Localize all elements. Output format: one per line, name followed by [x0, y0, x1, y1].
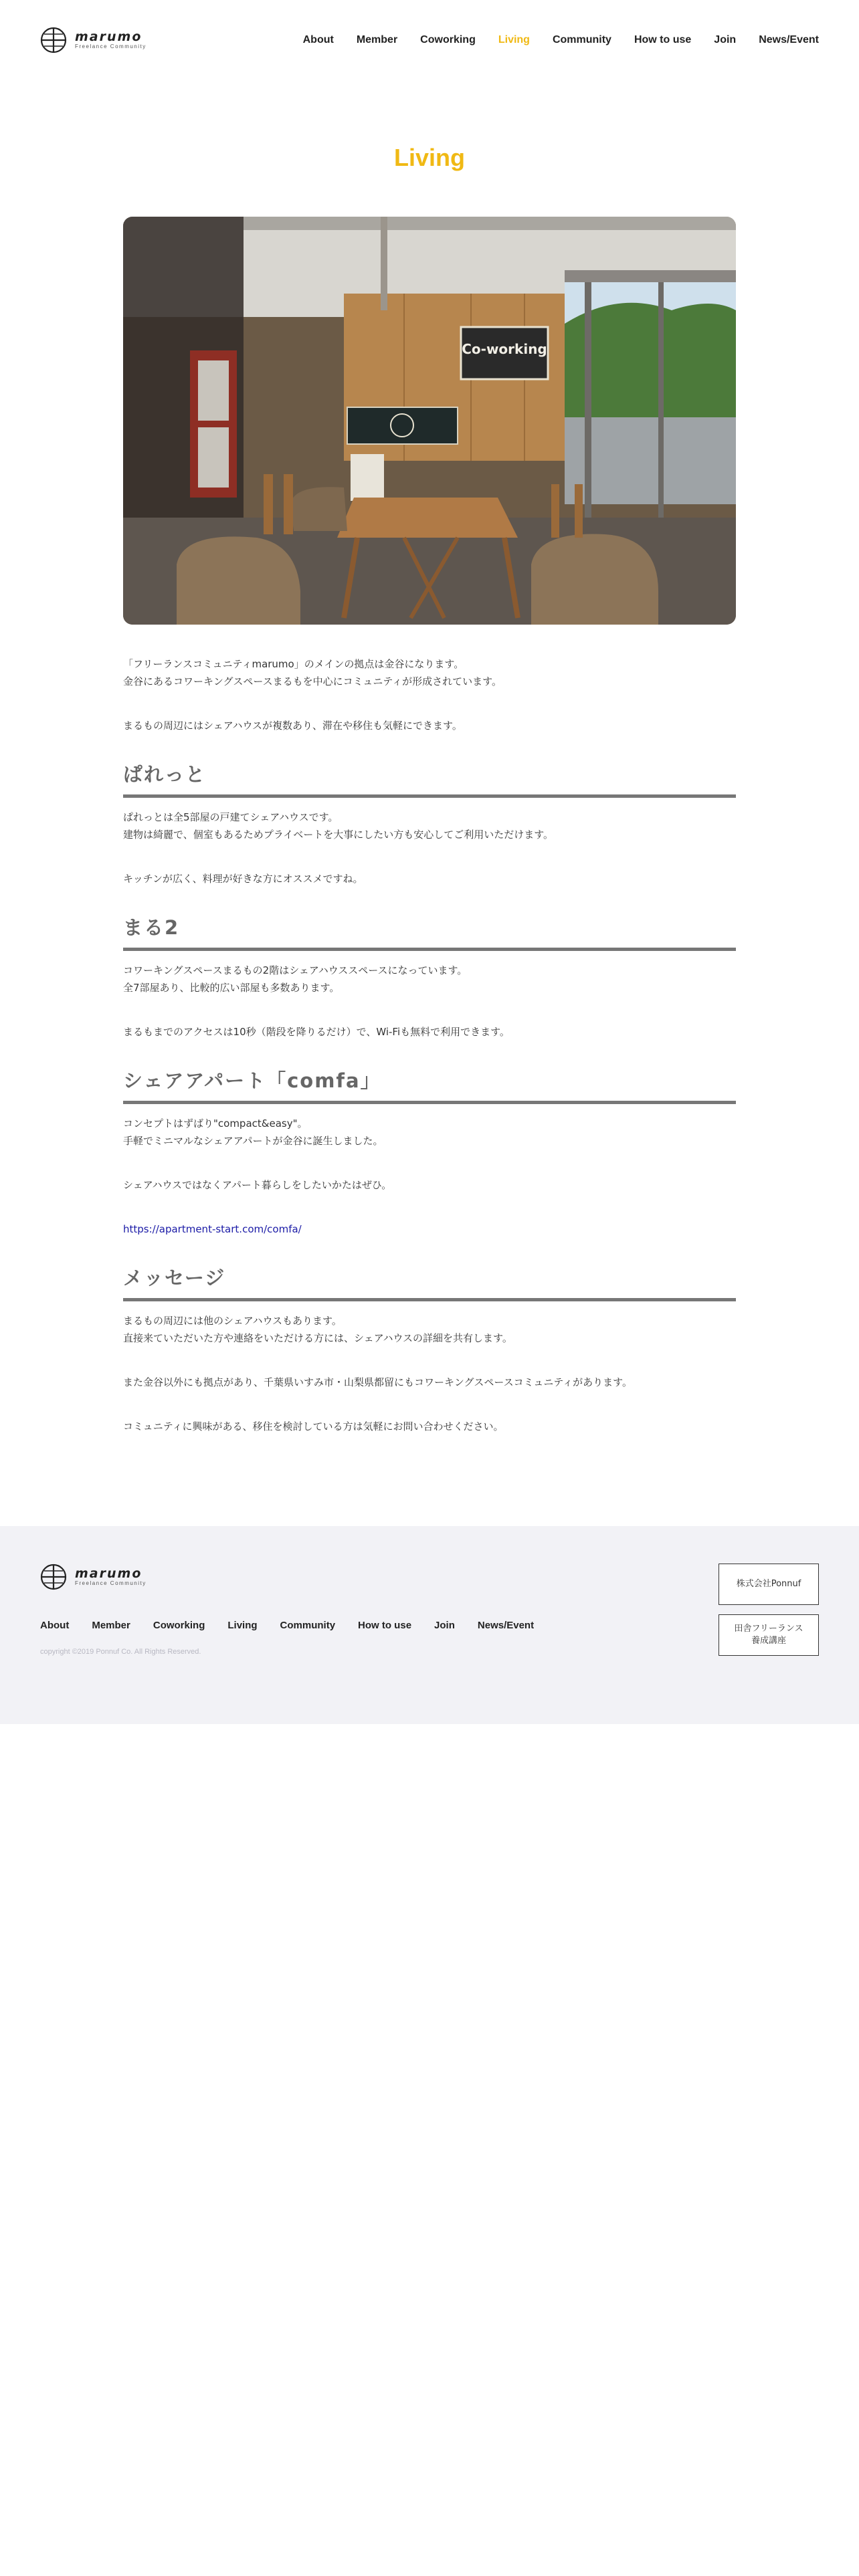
comfa-link[interactable]: https://apartment-start.com/comfa/ [123, 1223, 302, 1235]
page-title: Living [394, 144, 465, 171]
section-paragraph: まるもまでのアクセスは10秒（階段を降りるだけ）で、Wi-Fiも無料で利用できます。 [123, 1026, 510, 1038]
logo-globe-icon [40, 1564, 67, 1590]
logo-globe-icon [40, 27, 67, 53]
section-paragraph [123, 962, 736, 996]
paragraph-line: コンセプトはずばり"compact&easy"。 [123, 1117, 308, 1130]
section-title: ぱれっと [123, 761, 736, 798]
logo-wordmark: marumo [75, 1566, 142, 1581]
logo-tagline: Freelance Community [75, 1580, 147, 1586]
section-paragraph: また金谷以外にも拠点があり、千葉県いすみ市・山梨県都留にもコワーキングスペースコミュニティがあります。 [123, 1376, 632, 1388]
site-header [0, 0, 859, 80]
section-message [123, 1265, 736, 1435]
footer-nav-news-event[interactable]: News/Event [477, 1620, 535, 1631]
coworking-sign-text: Co-working [462, 341, 547, 357]
footer-logo[interactable] [40, 1564, 147, 1590]
intro-line: 「フリーランスコミュニティmarumo」のメインの拠点は金谷になります。 [123, 658, 464, 670]
paragraph-line: ぱれっとは全5部屋の戸建てシェアハウスです。 [123, 811, 339, 823]
footer-nav-living[interactable]: Living [227, 1620, 258, 1631]
nav-join[interactable]: Join [714, 34, 737, 45]
section-palette [123, 761, 736, 887]
section-title: まる2 [123, 914, 736, 951]
intro-paragraph: まるもの周辺にはシェアハウスが複数あり、滞在や移住も気軽にできます。 [123, 720, 462, 732]
ponnuf-company-button[interactable]: 株式会社Ponnuf [719, 1564, 819, 1605]
logo-tagline: Freelance Community [75, 43, 147, 49]
nav-how-to-use[interactable]: How to use [634, 34, 692, 45]
copyright-text: copyright ©2019 Ponnuf Co. All Rights Reserved. [40, 1648, 201, 1656]
paragraph-line: コワーキングスペースまるもの2階はシェアハウススペースになっています。 [123, 964, 468, 976]
section-paragraph: コミュニティに興味がある、移住を検討している方は気軽にお問い合わせください。 [123, 1420, 504, 1432]
nav-community[interactable]: Community [552, 34, 611, 45]
section-paragraph [123, 809, 736, 843]
intro-paragraph [123, 655, 736, 690]
site-logo[interactable] [40, 27, 147, 53]
main-content [123, 655, 736, 1462]
section-maru2 [123, 914, 736, 1041]
footer-nav-community[interactable]: Community [280, 1620, 336, 1631]
section-title: シェアアパート「comfa」 [123, 1067, 736, 1104]
inaka-freelance-course-button[interactable]: 田舎フリーランス 養成講座 [719, 1614, 819, 1656]
nav-member[interactable]: Member [356, 34, 398, 45]
footer-nav [40, 1620, 557, 1631]
intro-line: 金谷にあるコワーキングスペースまるもを中心にコミュニティが形成されています。 [123, 675, 502, 687]
hero-photo [123, 217, 736, 625]
nav-living[interactable]: Living [498, 34, 530, 45]
section-title: メッセージ [123, 1265, 736, 1301]
footer-nav-member[interactable]: Member [92, 1620, 130, 1631]
main-nav [280, 32, 819, 48]
footer-nav-how-to-use[interactable]: How to use [358, 1620, 412, 1631]
site-footer [0, 1526, 859, 1724]
footer-nav-about[interactable]: About [40, 1620, 70, 1631]
footer-nav-join[interactable]: Join [434, 1620, 455, 1631]
section-paragraph [123, 1115, 736, 1150]
section-comfa [123, 1067, 736, 1238]
section-paragraph: キッチンが広く、料理が好きな方にオススメですね。 [123, 873, 363, 885]
paragraph-line: まるもの周辺には他のシェアハウスもあります。 [123, 1315, 342, 1327]
nav-about[interactable]: About [302, 34, 334, 45]
nav-news-event[interactable]: News/Event [759, 34, 819, 45]
paragraph-line: 全7部屋あり、比較的広い部屋も多数あります。 [123, 982, 340, 994]
section-paragraph [123, 1312, 736, 1347]
paragraph-line: 手軽でミニマルなシェアアパートが金谷に誕生しました。 [123, 1135, 383, 1147]
logo-wordmark: marumo [75, 29, 142, 44]
section-paragraph: シェアハウスではなくアパート暮らしをしたいかたはぜひ。 [123, 1179, 392, 1191]
paragraph-line: 建物は綺麗で、個室もあるためプライベートを大事にしたい方も安心してご利用いただけます。 [123, 829, 554, 841]
footer-nav-coworking[interactable]: Coworking [153, 1620, 205, 1631]
paragraph-line: 直接来ていただいた方や連絡をいただける方には、シェアハウスの詳細を共有します。 [123, 1332, 512, 1344]
nav-coworking[interactable]: Coworking [420, 34, 476, 45]
